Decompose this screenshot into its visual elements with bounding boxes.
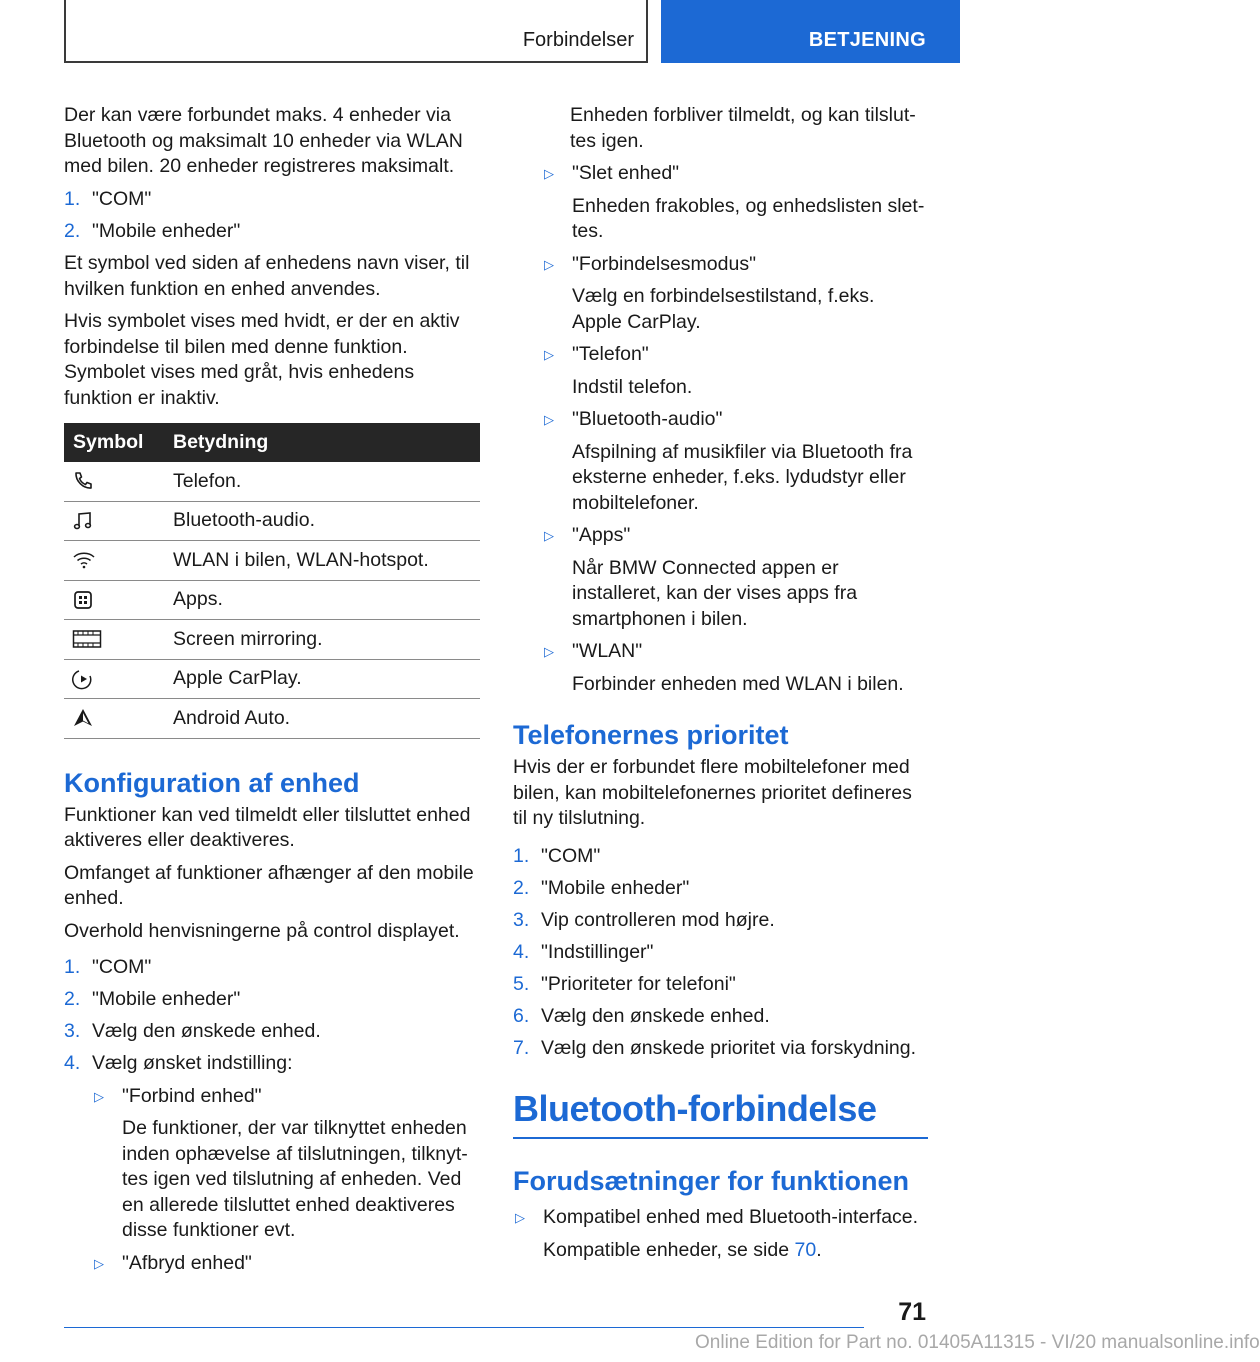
step-text: "Mobile enheder"	[541, 876, 690, 899]
step-text: "COM"	[92, 956, 152, 978]
triangle-bullet-icon: ▷	[515, 1210, 525, 1225]
footer-watermark: Online Edition for Part no. 01405A11315 - VI/20 manualsonline.info	[695, 1332, 1260, 1353]
step-number: 2.	[64, 988, 81, 1010]
apps-icon	[72, 589, 94, 611]
table-row	[64, 580, 480, 620]
steps-list-2	[64, 955, 480, 1283]
compatible-devices-reference	[543, 1238, 928, 1264]
config-heading: Konfiguration af enhed	[64, 767, 360, 798]
table-cell: Android Auto.	[173, 699, 480, 739]
column-header-symbol: Symbol	[64, 423, 173, 462]
header-section-title: Forbindelser	[522, 29, 634, 51]
table-row	[64, 501, 480, 541]
step-text: "COM"	[541, 844, 601, 867]
prerequisites-heading: Forudsætninger for funktionen	[513, 1166, 909, 1196]
table-cell: Apps.	[173, 580, 480, 620]
option-label: "WLAN"	[572, 640, 643, 662]
table-cell: Bluetooth-audio.	[173, 501, 480, 541]
option-description-continued: Enheden forbliver tilmeldt, og kan tilsluttes igen.	[570, 104, 916, 152]
step-text: Vælg ønsket indstilling:	[92, 1052, 293, 1074]
step-text: "COM"	[92, 187, 152, 210]
header-chapter-title: BETJENING	[808, 29, 926, 51]
priority-paragraph: Hvis der er forbundet flere mobiltelefoner med bilen, kan mobiltelefonernes prioritet defineres til ny tilslutning.	[513, 756, 912, 829]
step-text: Vip controlleren mod højre.	[541, 908, 775, 931]
table-row	[64, 699, 480, 739]
option-label: "Bluetooth-audio"	[572, 408, 723, 430]
triangle-bullet-icon: ▷	[94, 1255, 104, 1271]
option-item	[542, 407, 928, 516]
screen-mirroring-icon	[72, 628, 102, 650]
step-text: "Mobile enheder"	[92, 219, 241, 242]
list-item	[64, 187, 480, 213]
option-item	[542, 161, 928, 245]
right-column	[513, 103, 928, 1270]
priority-heading: Telefonernes prioritet	[513, 720, 789, 750]
list-item	[64, 1051, 480, 1283]
step-number: 1.	[64, 956, 81, 978]
android-auto-icon	[72, 707, 94, 729]
config-paragraph-1: Funktioner kan ved tilmeldt eller tilsluttet enhed aktiveres eller deaktiveres.	[64, 803, 471, 851]
step-number: 3.	[64, 1020, 81, 1042]
option-description: Indstil telefon.	[572, 375, 693, 398]
step-text: Vælg den ønskede prioritet via forskydning.	[541, 1036, 917, 1059]
table-row	[64, 659, 480, 699]
option-description: Vælg en forbindelsestilstand, f.eks. Apple CarPlay.	[572, 285, 875, 333]
option-item	[92, 1084, 480, 1244]
step-number: 2.	[64, 219, 81, 242]
step-number: 5.	[513, 972, 530, 995]
reference-text: Kompatible enheder, se side	[543, 1238, 795, 1261]
step-number: 3.	[513, 908, 530, 931]
table-row	[64, 462, 480, 501]
left-column	[64, 103, 480, 1290]
table-cell: WLAN i bilen, WLAN-hotspot.	[173, 541, 480, 581]
list-item	[513, 940, 928, 966]
option-description: De funktioner, der var tilknyttet enheden inden ophævelse af tilslutningen, tilknyttes igen ved tilslutning af enheden. Ved en allerede tilsluttet enhed deaktiveres disse funktioner evt.	[122, 1117, 468, 1241]
triangle-bullet-icon: ▷	[544, 256, 554, 272]
option-label: "Slet enhed"	[572, 162, 680, 184]
option-item	[542, 639, 928, 697]
list-item	[513, 908, 928, 934]
wifi-icon	[72, 549, 96, 571]
list-item	[513, 844, 928, 870]
prerequisite-item	[513, 1205, 928, 1263]
step-number: 1.	[64, 187, 81, 210]
step-text: Vælg den ønskede enhed.	[92, 1020, 321, 1042]
list-item	[513, 876, 928, 902]
prerequisite-text: Kompatibel enhed med Bluetooth-interface.	[543, 1206, 919, 1228]
list-item	[513, 1004, 928, 1030]
reference-end: .	[816, 1238, 822, 1261]
step-number: 6.	[513, 1004, 530, 1027]
step-text: "Mobile enheder"	[92, 988, 241, 1010]
option-description: Forbinder enheden med WLAN i bilen.	[572, 672, 904, 695]
list-item	[64, 219, 480, 245]
step-number: 2.	[513, 876, 530, 899]
steps-list-3	[513, 844, 928, 1062]
triangle-bullet-icon: ▷	[94, 1088, 104, 1104]
option-label: "Apps"	[572, 524, 631, 546]
step-number: 4.	[513, 940, 530, 963]
triangle-bullet-icon: ▷	[544, 644, 554, 659]
table-row	[64, 541, 480, 581]
option-label: "Forbind enhed"	[122, 1084, 262, 1107]
option-label: "Forbindelsesmodus"	[572, 252, 757, 275]
triangle-bullet-icon: ▷	[544, 528, 554, 543]
list-item	[513, 1036, 928, 1062]
option-description: Enheden frakobles, og enhedslisten slettes.	[572, 194, 925, 242]
symbol-table	[64, 423, 480, 739]
table-cell: Apple CarPlay.	[173, 659, 480, 699]
table-cell: Screen mirroring.	[173, 620, 480, 660]
step-text: "Prioriteter for telefoni"	[541, 972, 736, 995]
list-item	[513, 972, 928, 998]
triangle-bullet-icon: ▷	[544, 166, 554, 181]
list-item	[64, 987, 480, 1013]
carplay-icon	[72, 668, 94, 690]
symbol-explanation-paragraph: Et symbol ved siden af enhedens navn viser, til hvilken funktion en enhed anvendes.	[64, 252, 470, 300]
list-item	[64, 1019, 480, 1045]
options-list-continued	[542, 161, 928, 697]
column-header-meaning: Betydning	[173, 423, 480, 462]
header-chapter-tab	[661, 0, 960, 63]
step-text: "Indstillinger"	[541, 940, 654, 963]
option-label: "Afbryd enhed"	[122, 1251, 252, 1274]
symbol-status-paragraph: Hvis symbolet vises med hvidt, er der en aktiv forbindelse til bilen med denne funktion. Symbolet vises med gråt, hvis enhedens funktion er inaktiv.	[64, 310, 460, 409]
page-reference-link[interactable]: 70	[794, 1238, 817, 1261]
page-number: 71	[898, 1298, 926, 1326]
config-paragraph-3: Overhold henvisningerne på control displayet.	[64, 919, 460, 942]
table-cell: Telefon.	[173, 462, 480, 501]
list-item	[64, 955, 480, 981]
options-list	[92, 1084, 480, 1277]
bluetooth-heading: Bluetooth-forbindelse	[513, 1087, 928, 1139]
option-label: "Telefon"	[572, 343, 649, 365]
option-description: Afspilning af musikfiler via Bluetooth fra eksterne enheder, f.eks. lydudstyr eller mobiltelefoner.	[572, 440, 913, 514]
table-row	[64, 620, 480, 660]
table-header-row	[64, 423, 480, 462]
intro-paragraph: Der kan være forbundet maks. 4 enheder via Bluetooth og maksimalt 10 enheder via WLAN med bilen. 20 enheder registreres maksimalt.	[64, 104, 463, 177]
triangle-bullet-icon: ▷	[544, 412, 554, 427]
footer-divider	[64, 1327, 864, 1328]
option-description: Når BMW Connected appen er installeret, kan der vises apps fra smartphonen i bilen.	[572, 556, 858, 630]
step-number: 4.	[64, 1052, 81, 1074]
triangle-bullet-icon: ▷	[544, 347, 554, 362]
step-number: 7.	[513, 1036, 530, 1059]
option-item	[542, 342, 928, 400]
steps-list-1	[64, 187, 480, 245]
step-number: 1.	[513, 844, 530, 867]
option-item	[542, 523, 928, 632]
config-paragraph-2: Omfanget af funktioner afhænger af den mobile enhed.	[64, 861, 474, 909]
music-note-icon	[72, 510, 94, 532]
step-text: Vælg den ønskede enhed.	[541, 1004, 770, 1027]
option-item	[92, 1251, 480, 1277]
phone-icon	[72, 470, 94, 492]
option-item	[542, 252, 928, 336]
